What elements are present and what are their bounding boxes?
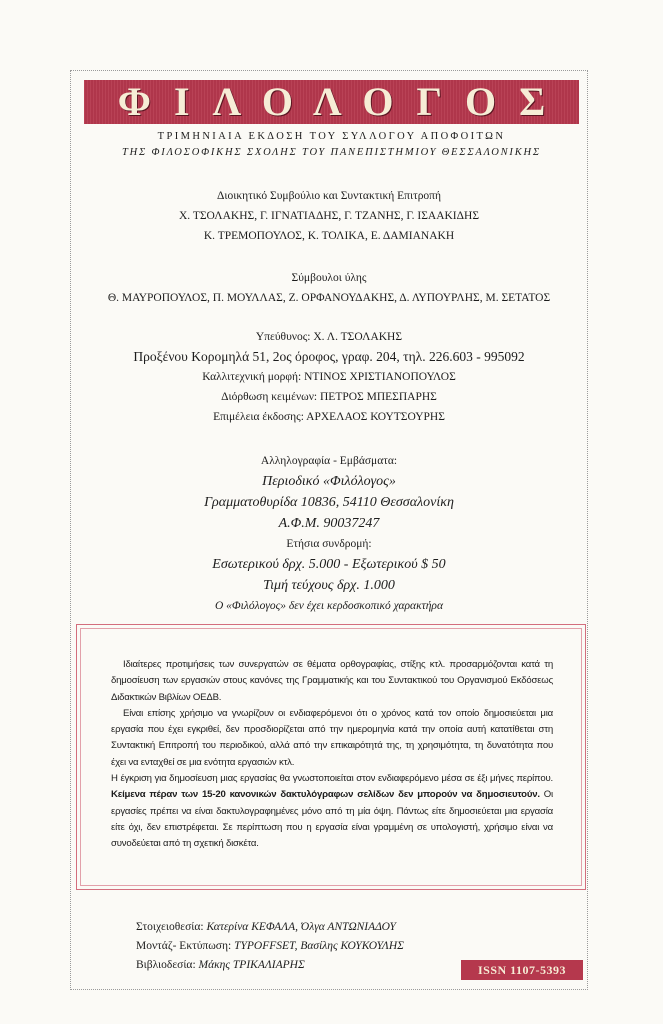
credit-printing	[136, 937, 556, 956]
notice-paragraph-2	[111, 706, 553, 771]
notice-text-3a: Η έγκριση για δημοσίευση μιας εργασίας θα γνωστοποιείται στον ενδιαφερόμενο μέσα σε έξι μήνες περίπου.	[111, 773, 553, 785]
credit-value: Μάκης ΤΡΙΚΑΛΙΑΡΗΣ	[198, 959, 305, 971]
notice-text-2: Είναι επίσης χρήσιμο να γνωρίζουν οι ενδιαφερόμενοι ότι ο χρόνος κατά τον οποίο δημοσιεύεται μια εργασία που έχει εγκριθεί, δεν προσδιορίζεται από την ημερομηνία κατά την οποία αυτή κατατίθεται στη Συντακτική Επιτροπή του περιοδικού, αλλά από την επικαιρότητά της, τη χρησιμότητα, τη δυνατότητα που έχει να ενταχθεί σε μια ενότητα εργασιών κτλ.	[111, 707, 553, 768]
credit-typesetting	[136, 918, 556, 937]
advisors-members: Θ. ΜΑΥΡΟΠΟΥΛΟΣ, Π. ΜΟΥΛΛΑΣ, Ζ. ΟΡΦΑΝΟΥΔΑΚΗΣ, Δ. ΛΥΠΟΥΡΛΗΣ, Μ. ΣΕΤΑΤΟΣ	[107, 292, 551, 304]
masthead-banner	[84, 80, 579, 124]
board-heading: Διοικητικό Συμβούλιο και Συντακτική Επιτροπή	[217, 190, 441, 202]
credit-value: TYPOFFSET, Βασίλης ΚΟΥΚΟΥΛΗΣ	[234, 940, 404, 952]
journal-title: ΦΙΛΟΛΟΓΟΣ	[117, 79, 569, 124]
publisher-line: Υπεύθυνος: Χ. Λ. ΤΣΟΛΑΚΗΣ	[255, 331, 403, 343]
responsible-section	[70, 327, 588, 427]
tax-id: Α.Φ.Μ. 90037247	[278, 516, 380, 531]
po-box: Γραμματοθυρίδα 10836, 54110 Θεσσαλονίκη	[204, 495, 454, 510]
notice-paragraph-1	[111, 657, 553, 706]
advisors-heading: Σύμβουλοι ύλης	[291, 272, 367, 284]
board-members-1: Χ. ΤΣΟΛΑΚΗΣ, Γ. ΙΓΝΑΤΙΑΔΗΣ, Γ. ΤΖΑΝΗΣ, Γ. ΙΣΑΑΚΙΔΗΣ	[178, 210, 480, 222]
board-section	[70, 186, 588, 246]
correspondence-heading: Αλληλογραφία - Εμβάσματα:	[260, 455, 398, 467]
subscription-price: Εσωτερικού δρχ. 5.000 - Εξωτερικού $ 50	[212, 557, 446, 572]
notice-length-limit: Κείμενα πέραν των 15-20 κανονικών δακτυλόγραφων σελίδων δεν μπορούν να δημοσιευτούν.	[111, 789, 540, 801]
credit-label: Μοντάζ- Εκτύπωση:	[136, 940, 232, 952]
notice-inner-frame	[80, 628, 582, 886]
subscription-heading: Ετήσια συνδρομή:	[286, 538, 372, 550]
nonprofit-statement: Ο «Φιλόλογος» δεν έχει κερδοσκοπικό χαρακτήρα	[215, 600, 443, 612]
editing-line: Επιμέλεια έκδοσης: ΑΡΧΕΛΑΟΣ ΚΟΥΤΣΟΥΡΗΣ	[213, 411, 445, 423]
notice-paragraph-3	[111, 771, 553, 852]
advisors-section	[70, 268, 588, 308]
credit-label: Βιβλιοδεσία:	[136, 959, 196, 971]
journal-name: Περιοδικό «Φιλόλογος»	[262, 474, 396, 489]
proofreading-line: Διόρθωση κειμένων: ΠΕΤΡΟΣ ΜΠΕΣΠΑΡΗΣ	[221, 391, 437, 403]
masthead-subtitle-2: ΤΗΣ ΦΙΛΟΣΟΦΙΚΗΣ ΣΧΟΛΗΣ ΤΟΥ ΠΑΝΕΠΙΣΤΗΜΙΟΥ ΘΕΣΣΑΛΟΝΙΚΗΣ	[122, 147, 541, 158]
notice-text-1: Ιδιαίτερες προτιμήσεις των συνεργατών σε θέματα ορθογραφίας, στίξης κτλ. προσαρμόζονται κατά τη δημοσίευση των εργασιών στους κανόνες της Γραμματικής και του Συντακτικού του Οργανισμού Εκδόσεως Διδακτικών Βιβλίων ΟΕΔΒ.	[111, 659, 553, 703]
issue-price: Τιμή τεύχους δρχ. 1.000	[263, 578, 395, 593]
credit-value: Κατερίνα ΚΕΦΑΛΑ, Όλγα ΑΝΤΩΝΙΑΔΟΥ	[206, 921, 396, 933]
contributors-notice-box	[76, 624, 586, 890]
credit-label: Στοιχειοθεσία:	[136, 921, 204, 933]
issn-badge: ISSN 1107-5393	[461, 960, 583, 980]
notice-text-3b: Οι εργασίες πρέπει να είναι δακτυλογραφημένες μόνο από τη μία όψη. Πάντως είτε δημοσιεύεται μια εργασία είτε όχι, δεν επιστρέφεται. Σε περίπτωση που η εργασία είναι γραμμένη σε υπολογιστή, χρήσιμο είναι να συνοδεύεται από τη σχετική δισκέτα.	[111, 789, 553, 850]
address-line: Προξένου Κορομηλά 51, 2ος όροφος, γραφ. 204, τηλ. 226.603 - 995092	[133, 349, 525, 364]
correspondence-section	[70, 451, 588, 596]
board-members-2: Κ. ΤΡΕΜΟΠΟΥΛΟΣ, Κ. ΤΟΛΙΚΑ, Ε. ΔΑΜΙΑΝΑΚΗ	[203, 230, 455, 242]
masthead-subtitle-1: ΤΡΙΜΗΝΙΑΙΑ ΕΚΔΟΣΗ ΤΟΥ ΣΥΛΛΟΓΟΥ ΑΠΟΦΟΙΤΩΝ	[157, 131, 506, 142]
art-line: Καλλιτεχνική μορφή: ΝΤΙΝΟΣ ΧΡΙΣΤΙΑΝΟΠΟΥΛΟΣ	[202, 371, 456, 383]
